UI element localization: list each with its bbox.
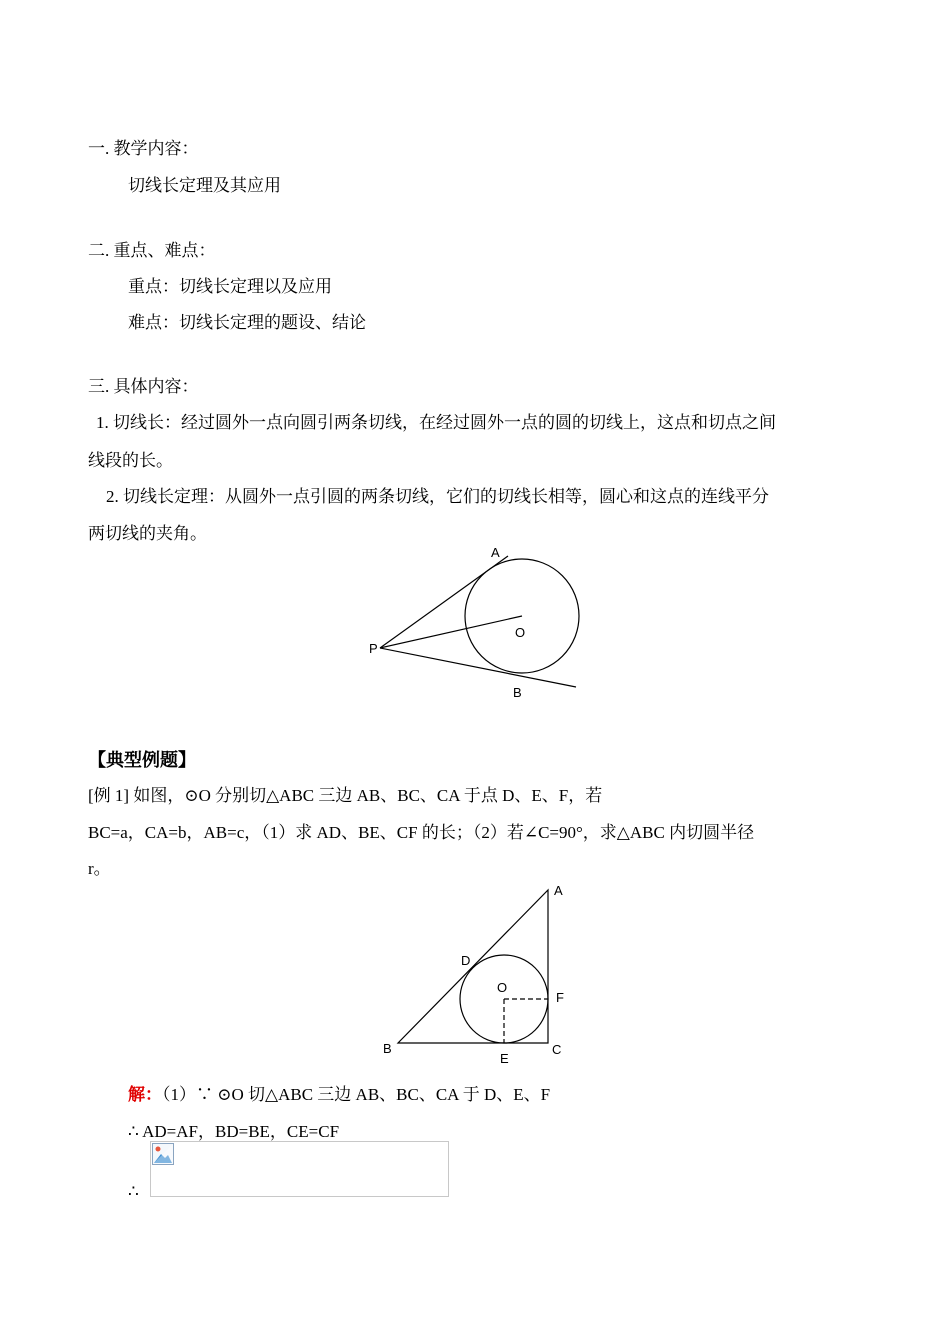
missing-formula-image	[150, 1141, 449, 1197]
label-o: O	[515, 625, 526, 640]
solution-label: 解：	[128, 1085, 162, 1104]
example1-line1: [例 1] 如图，⊙O 分别切△ABC 三边 AB、BC、CA 于点 D、E、F，若	[88, 786, 603, 805]
label-d: D	[461, 953, 471, 968]
section2-heading: 二. 重点、难点：	[88, 241, 216, 260]
tangent-line-pa	[380, 556, 508, 648]
label-b2: B	[383, 1041, 392, 1056]
section1-content: 切线长定理及其应用	[128, 176, 281, 195]
label-e: E	[500, 1051, 509, 1066]
label-a: A	[491, 545, 500, 560]
triangle-abc	[398, 890, 548, 1043]
item1-line2: 线段的长。	[88, 451, 173, 470]
difficult-point: 难点：切线长定理的题设、结论	[128, 313, 366, 332]
solution-line3-prefix: ∴	[128, 1182, 139, 1201]
tangent-figure	[360, 542, 600, 702]
label-p: P	[369, 641, 378, 656]
example1-line3: r。	[88, 859, 111, 878]
example1-line2: BC=a，CA=b，AB=c，（1）求 AD、BE、CF 的长；（2）若∠C=90°，求△ABC 内切圆半径	[88, 823, 755, 842]
key-point: 重点：切线长定理以及应用	[128, 277, 332, 296]
label-o2: O	[497, 980, 508, 995]
label-a2: A	[554, 883, 563, 898]
solution-line1	[128, 1084, 550, 1106]
incircle-figure	[378, 878, 578, 1068]
label-c: C	[552, 1042, 562, 1057]
examples-heading: 【典型例题】	[88, 750, 196, 770]
item1-line1: 1. 切线长：经过圆外一点向圆引两条切线，在经过圆外一点的圆的切线上，这点和切点之间	[96, 413, 776, 432]
broken-image-icon	[152, 1143, 174, 1165]
label-b: B	[513, 685, 522, 700]
item2-line2: 两切线的夹角。	[88, 524, 207, 543]
section3-heading: 三. 具体内容：	[88, 377, 199, 396]
section1-heading: 一. 教学内容：	[88, 139, 199, 158]
solution-line2: ∴ AD=AF，BD=BE，CE=CF	[128, 1122, 340, 1141]
solution-line1-text: （1）∵ ⊙O 切△ABC 三边 AB、BC、CA 于 D、E、F	[162, 1085, 551, 1104]
item2-line1: 2. 切线长定理：从圆外一点引圆的两条切线，它们的切线长相等，圆心和这点的连线平分	[106, 487, 769, 506]
label-f: F	[556, 990, 564, 1005]
